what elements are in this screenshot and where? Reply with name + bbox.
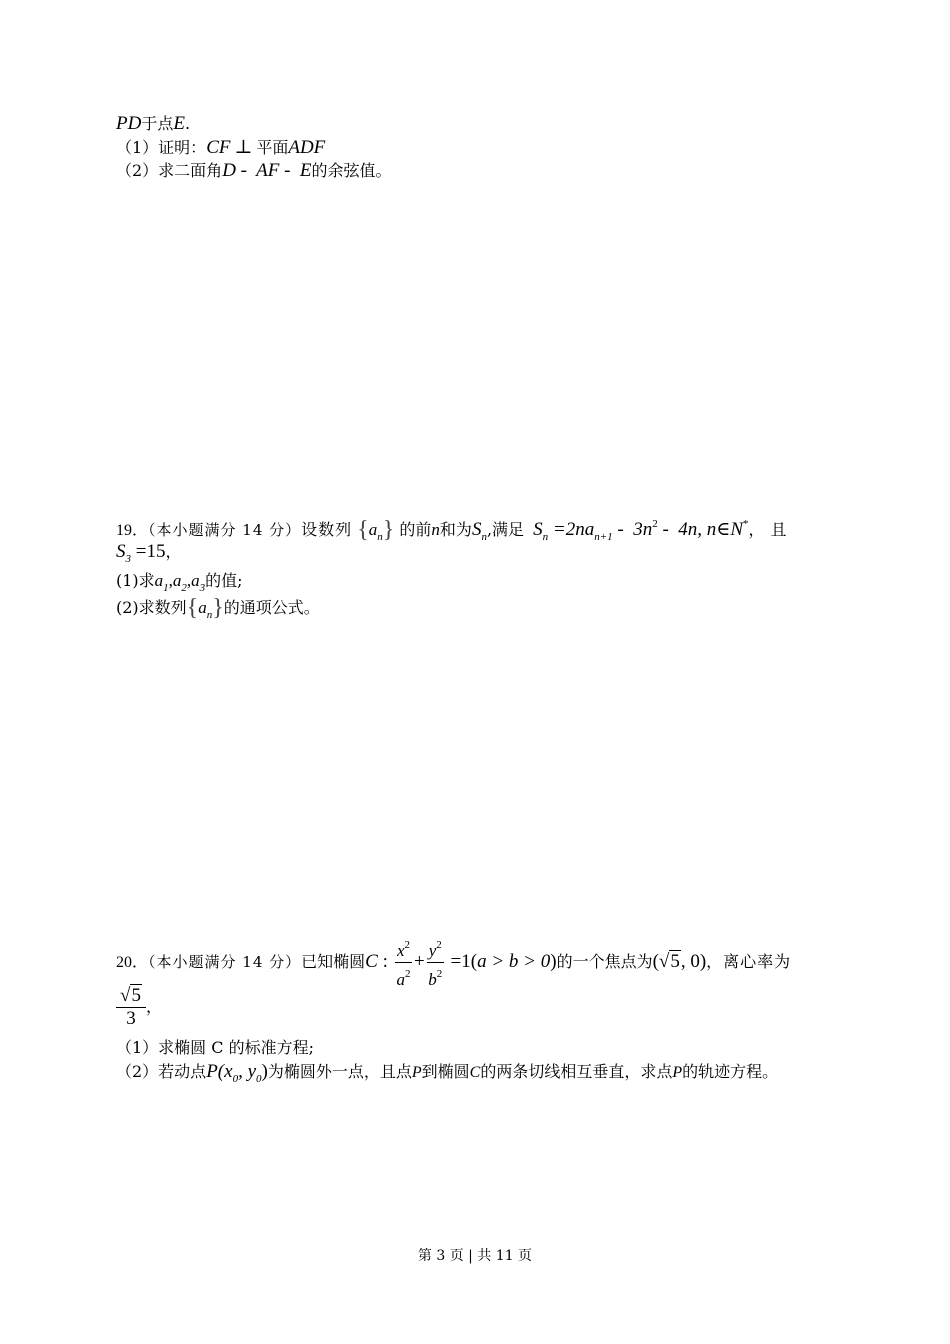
q19-score: （本小题满分 14 分） (148, 521, 302, 539)
math-c: C (365, 951, 378, 972)
eq-mid-sub: n+1 (594, 531, 613, 543)
q20-part1 (116, 1038, 314, 1058)
q19-part1-suffix: 的值; (205, 571, 243, 590)
q18-part1 (116, 138, 325, 158)
frac-x2-a2 (395, 934, 412, 991)
q20-text-c: ，离心率为 (706, 952, 792, 971)
q20-part2 (116, 1062, 778, 1089)
sub-1: 1 (163, 582, 169, 594)
q20-part2-end: 的轨迹方程。 (682, 1062, 779, 1081)
math-p: P (206, 1061, 218, 1082)
q20-part1-text: （1）求椭圆 C 的标准方程; (116, 1038, 314, 1057)
colon: : (377, 951, 388, 972)
q20-number: 20． (116, 954, 149, 971)
brace-right-2: } (212, 595, 224, 621)
sup-2d: 2 (436, 968, 443, 980)
eq-square: 2 (652, 518, 658, 530)
sqrt-5: √5 (658, 951, 680, 972)
y: y (428, 941, 437, 960)
eq-mid: =2na (548, 519, 595, 540)
math-c2: C (469, 1064, 481, 1081)
q20-part2-mid2: 到椭圆 (421, 1062, 470, 1081)
q18-part2-suffix: 的余弦值。 (311, 161, 392, 180)
focus-close: , 0) (680, 951, 707, 972)
coord-close: ) (261, 1061, 268, 1082)
sup-2c: 2 (436, 939, 442, 951)
plus: + (414, 951, 425, 972)
q20-text-b: 的一个焦点为 (556, 952, 653, 971)
q20-eccentricity (116, 985, 162, 1030)
condition: a > b > 0 (477, 951, 551, 972)
math-seq-2: a (198, 598, 207, 617)
q20-score: （本小题满分 14 分） (148, 953, 302, 971)
sub-sn: n (481, 531, 487, 543)
math-a1: a (154, 571, 164, 590)
a: a (396, 970, 405, 989)
math-n: n (431, 520, 440, 539)
q19-text-d: ,满足 (486, 520, 525, 539)
q19-part2 (116, 595, 320, 625)
sup-2b: 2 (404, 968, 411, 980)
q19-text-e: ，且 (748, 520, 793, 539)
math-s3: S (116, 541, 126, 562)
eq-lhs: S (533, 519, 543, 540)
sub-n-2: n (206, 609, 213, 621)
math-adf: ADF (288, 137, 326, 158)
focus-open: ( (652, 951, 659, 972)
text-plane: 平面 (256, 138, 289, 157)
frac-ecc: $\frac{√5}{3}$ (116, 985, 146, 1030)
text-period: . (184, 114, 191, 133)
sub-n: n (377, 531, 383, 543)
q19-number: 19． (116, 522, 149, 539)
math-a2: a (172, 571, 182, 590)
q20-part2-prefix: （2）若动点 (116, 1062, 207, 1081)
math-p2: P (411, 1064, 422, 1081)
eq-minus: - 3n (612, 519, 653, 540)
sub-3b: 3 (199, 582, 206, 594)
sub-2: 2 (181, 582, 187, 594)
coord-x: (x (217, 1061, 233, 1082)
math-p3: P (672, 1064, 683, 1081)
q19-part1: (1)求$a_1,a_2,a_3$的值; (116, 571, 243, 594)
brace-left: { (357, 517, 369, 543)
page-footer: 第 3 页 | 共 11 页 (417, 1248, 533, 1264)
math-e: E (173, 113, 185, 134)
math-dihedral: D - AF - E (222, 160, 312, 181)
ecc-end: ， (145, 997, 162, 1016)
q19-s3 (116, 542, 181, 569)
q19-statement (116, 514, 836, 547)
text-yudian: 于点 (141, 114, 174, 133)
perp-symbol: ⊥ (234, 137, 253, 158)
q18-part1-prefix: （1）证明： (116, 138, 207, 157)
q19-text-c: 和为 (439, 520, 472, 539)
q19-text-b: 的前 (399, 520, 432, 539)
math-s: S (471, 519, 482, 540)
q20-part2-mid: 为椭圆外一点，且点 (267, 1062, 412, 1081)
eq-star: * (743, 518, 749, 530)
brace-left-2: { (186, 595, 199, 621)
sub-0: 0 (232, 1073, 239, 1085)
sup-2: 2 (404, 939, 411, 951)
q20-text-a: 已知椭圆 (301, 952, 366, 971)
q20-statement (116, 934, 792, 989)
brace-right: } (382, 517, 395, 543)
frac-y2-b2 (427, 934, 444, 991)
math-pd: PD (116, 113, 142, 134)
q18-line-pd (116, 114, 190, 134)
sub-3: 3 (125, 553, 131, 565)
b: b (428, 970, 437, 989)
q20-part2-mid3: 的两条切线相互垂直，求点 (480, 1062, 673, 1081)
s3-end: ， (165, 542, 182, 561)
ecc-root: 5 (131, 985, 141, 1006)
x: x (396, 941, 405, 960)
focus-root: 5 (670, 951, 680, 972)
eq-end: ) (550, 951, 557, 972)
sub-0b: 0 (256, 1073, 262, 1085)
math-a3: a (191, 571, 200, 590)
s3-value: =15 (131, 541, 166, 562)
ecc-den: 3 (126, 1008, 136, 1029)
q19-text-a: 设数列 (301, 520, 353, 539)
q19-part1-prefix: (1)求 (116, 571, 155, 590)
q19-part2-suffix: 的通项公式。 (223, 598, 320, 617)
q18-part2-prefix: （2）求二面角 (116, 161, 223, 180)
q18-part2 (116, 161, 392, 181)
eq-one: =1( (445, 951, 478, 972)
math-seq: a (368, 520, 378, 539)
eq-rest: - 4n, n∈N (657, 519, 744, 540)
eq-lhs-sub: n (542, 531, 549, 543)
math-cf: CF (206, 137, 231, 158)
q19-part2-prefix: (2)求数列 (116, 598, 187, 617)
coord-y: , y (238, 1061, 256, 1082)
